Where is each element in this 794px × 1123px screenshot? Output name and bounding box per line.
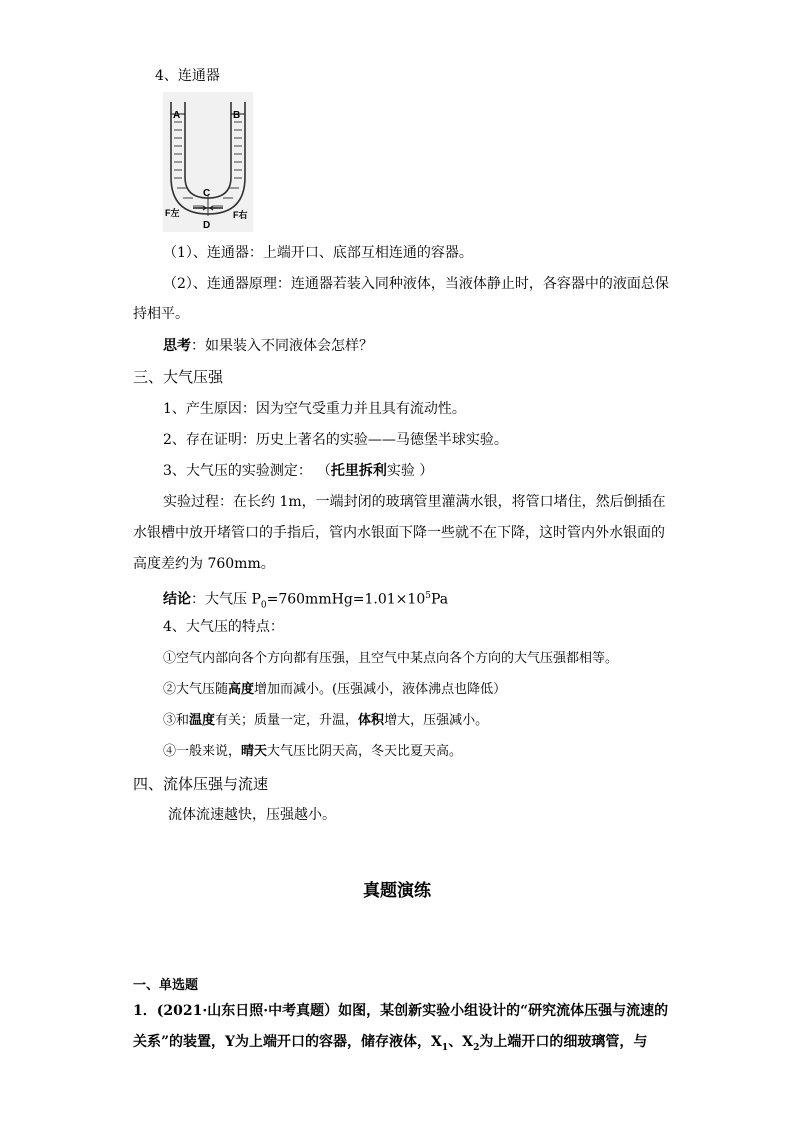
item-cause: 1、产生原因：因为空气受重力并且具有流动性。: [163, 401, 466, 417]
conclusion-sub: 0: [260, 600, 267, 611]
feature-3-c: 增大，压强减小。: [384, 713, 489, 728]
q1-part-b: 、X: [448, 1034, 474, 1050]
feature-2: [163, 680, 506, 700]
measurement-tail: 实验 ）: [386, 463, 434, 479]
feature-2-a: ②大气压随: [163, 682, 229, 697]
measurement-bold: 托里拆利: [330, 463, 387, 479]
conclusion-part-c: Pa: [430, 591, 449, 608]
exercise-title: 真题演练: [363, 881, 431, 901]
feature-3-b: 有关；质量一定，升温，: [215, 713, 359, 728]
feature-3-bold-2: 体积: [358, 713, 385, 728]
measurement-prefix: 3、大气压的实验测定：: [163, 463, 312, 479]
think-text: ：如果装入不同液体会怎样？: [191, 338, 373, 354]
experiment-line-2: 水银槽中放开堵管口的手指后，管内水银面下降一些就不在下降，这时管内外水银面的: [133, 525, 665, 541]
feature-4-bold: 晴天: [241, 744, 268, 759]
question-1-line-2: [133, 1032, 647, 1058]
label-f-left: F左: [165, 208, 180, 218]
question-1-line-1: 1．(2021·山东日照·中考真题）如图，某创新实验小组设计的“研究流体压强与流速的: [133, 1003, 669, 1019]
label-b: B: [233, 110, 241, 121]
heading-atmospheric-pressure: 三、大气压强: [133, 368, 224, 386]
feature-2-b: 增加而减小。(压强减小，液体沸点也降低）: [254, 682, 507, 697]
feature-4-b: 大气压比阴天高，冬天比夏天高。: [267, 744, 463, 759]
paragraph-connector-principle-2: 持相平。: [133, 306, 189, 322]
paragraph-connector-principle-1: （2）、连通器原理：连通器若装入同种液体，当液体静止时，各容器中的液面总保: [163, 276, 669, 292]
think-label: 思考: [163, 338, 191, 354]
conclusion-part-b: =760mmHg=1.01×10: [266, 591, 426, 608]
label-f-right: F右: [233, 210, 248, 220]
feature-4: [163, 742, 462, 762]
experiment-line-3: 高度差约为 760mm。: [133, 556, 275, 572]
think-question: [163, 336, 373, 356]
heading-connector: 4、连通器: [155, 68, 220, 84]
item-measurement: [163, 461, 433, 481]
heading-fluid-pressure: 四、流体压强与流速: [133, 775, 269, 793]
paragraph-connector-def: （1）、连通器：上端开口、底部互相连通的容器。: [163, 245, 473, 261]
conclusion: [163, 586, 448, 615]
section-single-choice: 一、单选题: [133, 978, 199, 993]
feature-3-bold-1: 温度: [189, 713, 216, 728]
measurement-paren: （: [323, 463, 331, 479]
conclusion-label: 结论: [163, 591, 191, 608]
conclusion-part-a: ：大气压 P: [191, 591, 261, 608]
label-a: A: [173, 110, 181, 121]
experiment-line-1: 实验过程：在长约 1m，一端封闭的玻璃管里灌满水银，将管口堵住，然后倒插在: [163, 494, 666, 510]
feature-2-bold: 高度: [228, 682, 255, 697]
fluid-rule: 流体流速越快，压强越小。: [168, 807, 336, 823]
label-c: C: [203, 188, 211, 199]
q1-part-c: 为上端开口的细玻璃管，与: [479, 1034, 648, 1050]
feature-3-a: ③和: [163, 713, 190, 728]
feature-3: [163, 711, 488, 731]
q1-sub-2: 2: [473, 1042, 480, 1053]
item-proof: 2、存在证明：历史上著名的实验——马德堡半球实验。: [163, 432, 508, 448]
feature-4-a: ④一般来说，: [163, 744, 242, 759]
conclusion-sup: 5: [425, 591, 431, 601]
q1-sub-1: 1: [441, 1042, 449, 1053]
label-d: D: [203, 220, 211, 231]
q1-part-a: 关系”的装置，Y为上端开口的容器，储存液体，X: [133, 1034, 442, 1050]
feature-1: ①空气内部向各个方向都有压强，且空气中某点向各个方向的大气压强都相等。: [163, 651, 619, 666]
connected-vessel-figure: [163, 92, 253, 232]
item-features: 4、大气压的特点：: [163, 619, 284, 635]
u-tube-diagram: [163, 92, 253, 232]
